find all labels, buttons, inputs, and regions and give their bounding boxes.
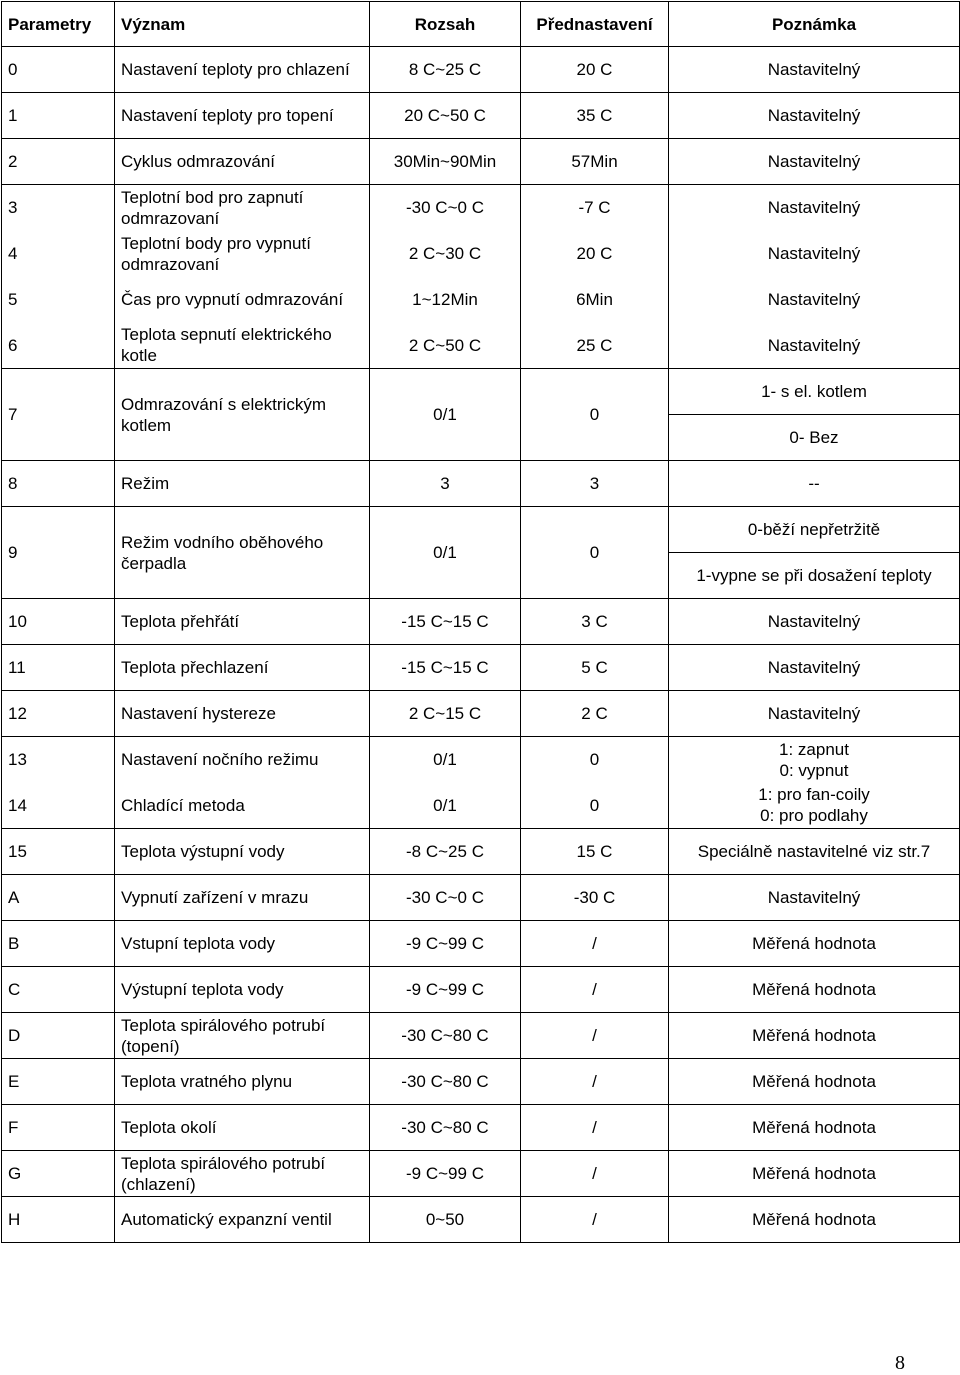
param-cell: E: [2, 1059, 115, 1105]
note-line: 1: zapnut: [779, 739, 849, 759]
param-cell: 10: [2, 599, 115, 645]
meaning-cell: Teplota spirálového potrubí (chlazení): [115, 1151, 370, 1197]
meaning-cell: Cyklus odmrazování: [115, 139, 370, 185]
meaning-cell: Chladící metoda: [115, 783, 370, 829]
meaning-cell: Teplota okolí: [115, 1105, 370, 1151]
table-row: [2, 507, 960, 553]
meaning-cell: Teplota přechlazení: [115, 645, 370, 691]
range-cell: -15 C~15 C: [370, 599, 521, 645]
param-cell: C: [2, 967, 115, 1013]
meaning-cell: Odmrazování s elektrickým kotlem: [115, 369, 370, 461]
range-cell: -30 C~80 C: [370, 1059, 521, 1105]
param-cell: 12: [2, 691, 115, 737]
default-cell: /: [521, 1013, 669, 1059]
table-row: [2, 277, 960, 323]
header-prednastaveni: Přednastavení: [521, 2, 669, 47]
parameters-table: [1, 1, 960, 1243]
range-cell: 0/1: [370, 783, 521, 829]
range-cell: 0~50: [370, 1197, 521, 1243]
header-parametry: Parametry: [2, 2, 115, 47]
note-cell: [669, 737, 960, 783]
table-row: [2, 1151, 960, 1197]
note-line: 0: pro podlahy: [760, 806, 868, 826]
default-cell: 3: [521, 461, 669, 507]
note-cell: Měřená hodnota: [669, 1151, 960, 1197]
default-cell: 5 C: [521, 645, 669, 691]
default-cell: 0: [521, 369, 669, 461]
range-cell: -9 C~99 C: [370, 1151, 521, 1197]
range-cell: -30 C~0 C: [370, 875, 521, 921]
meaning-cell: Teplota přehřátí: [115, 599, 370, 645]
note-cell: Měřená hodnota: [669, 921, 960, 967]
param-cell: H: [2, 1197, 115, 1243]
param-cell: 6: [2, 323, 115, 369]
default-cell: /: [521, 921, 669, 967]
range-cell: -15 C~15 C: [370, 645, 521, 691]
range-cell: 20 C~50 C: [370, 93, 521, 139]
note-cell: Nastavitelný: [669, 231, 960, 277]
page-number: 8: [895, 1352, 905, 1374]
note-cell: Nastavitelný: [669, 277, 960, 323]
table-row: [2, 1059, 960, 1105]
default-cell: /: [521, 967, 669, 1013]
meaning-cell: Nastavení hystereze: [115, 691, 370, 737]
param-cell: 2: [2, 139, 115, 185]
default-cell: 2 C: [521, 691, 669, 737]
default-cell: 20 C: [521, 231, 669, 277]
meaning-cell: Nastavení nočního režimu: [115, 737, 370, 783]
note-cell: Nastavitelný: [669, 93, 960, 139]
range-cell: -30 C~80 C: [370, 1105, 521, 1151]
meaning-cell: Teplotní bod pro zapnutí odmrazovaní: [115, 185, 370, 231]
note-cell: Nastavitelný: [669, 139, 960, 185]
param-cell: 1: [2, 93, 115, 139]
range-cell: 2 C~50 C: [370, 323, 521, 369]
header-poznamka: Poznámka: [669, 2, 960, 47]
table-row: [2, 461, 960, 507]
table-row: [2, 185, 960, 231]
param-cell: 8: [2, 461, 115, 507]
note-cell: Nastavitelný: [669, 185, 960, 231]
default-cell: /: [521, 1197, 669, 1243]
param-cell: G: [2, 1151, 115, 1197]
table-row: [2, 93, 960, 139]
note-cell: Měřená hodnota: [669, 1013, 960, 1059]
default-cell: 0: [521, 783, 669, 829]
note-cell: Měřená hodnota: [669, 967, 960, 1013]
range-cell: 0/1: [370, 369, 521, 461]
range-cell: -8 C~25 C: [370, 829, 521, 875]
table-row: [2, 323, 960, 369]
meaning-cell: Teplota vratného plynu: [115, 1059, 370, 1105]
meaning-cell: Teplota spirálového potrubí (topení): [115, 1013, 370, 1059]
table-row: [2, 231, 960, 277]
range-cell: 30Min~90Min: [370, 139, 521, 185]
header-rozsah: Rozsah: [370, 2, 521, 47]
param-cell: 3: [2, 185, 115, 231]
meaning-cell: Nastavení teploty pro topení: [115, 93, 370, 139]
note-cell: Měřená hodnota: [669, 1059, 960, 1105]
range-cell: -9 C~99 C: [370, 921, 521, 967]
meaning-cell: Teplota sepnutí elektrického kotle: [115, 323, 370, 369]
param-cell: 7: [2, 369, 115, 461]
note-cell: Nastavitelný: [669, 645, 960, 691]
default-cell: 15 C: [521, 829, 669, 875]
table-row: [2, 1013, 960, 1059]
meaning-cell: Nastavení teploty pro chlazení: [115, 47, 370, 93]
meaning-cell: Automatický expanzní ventil: [115, 1197, 370, 1243]
table-row: [2, 967, 960, 1013]
note-cell: 0-běží nepřetržitě: [669, 507, 960, 553]
note-cell: Měřená hodnota: [669, 1197, 960, 1243]
meaning-cell: Režim vodního oběhového čerpadla: [115, 507, 370, 599]
table-row: [2, 369, 960, 415]
default-cell: -30 C: [521, 875, 669, 921]
table-row: [2, 875, 960, 921]
range-cell: 0/1: [370, 737, 521, 783]
table-row: [2, 47, 960, 93]
note-cell: Nastavitelný: [669, 323, 960, 369]
meaning-cell: Režim: [115, 461, 370, 507]
default-cell: -7 C: [521, 185, 669, 231]
default-cell: 35 C: [521, 93, 669, 139]
default-cell: 0: [521, 737, 669, 783]
default-cell: 0: [521, 507, 669, 599]
param-cell: D: [2, 1013, 115, 1059]
param-cell: A: [2, 875, 115, 921]
table-row: [2, 139, 960, 185]
default-cell: /: [521, 1151, 669, 1197]
param-cell: 13: [2, 737, 115, 783]
note-cell: Nastavitelný: [669, 599, 960, 645]
range-cell: 2 C~30 C: [370, 231, 521, 277]
note-cell: 1- s el. kotlem: [669, 369, 960, 415]
range-cell: -30 C~80 C: [370, 1013, 521, 1059]
default-cell: 20 C: [521, 47, 669, 93]
meaning-cell: Teplota výstupní vody: [115, 829, 370, 875]
table-header-row: [2, 2, 960, 47]
default-cell: 25 C: [521, 323, 669, 369]
range-cell: 8 C~25 C: [370, 47, 521, 93]
meaning-cell: Čas pro vypnutí odmrazování: [115, 277, 370, 323]
param-cell: 14: [2, 783, 115, 829]
param-cell: 4: [2, 231, 115, 277]
table-row: [2, 1197, 960, 1243]
note-cell: Měřená hodnota: [669, 1105, 960, 1151]
range-cell: 0/1: [370, 507, 521, 599]
default-cell: 3 C: [521, 599, 669, 645]
param-cell: 9: [2, 507, 115, 599]
param-cell: B: [2, 921, 115, 967]
note-cell: --: [669, 461, 960, 507]
table-row: [2, 599, 960, 645]
default-cell: 6Min: [521, 277, 669, 323]
param-cell: 15: [2, 829, 115, 875]
note-cell: Nastavitelný: [669, 691, 960, 737]
note-line: 0: vypnut: [779, 760, 849, 780]
range-cell: -9 C~99 C: [370, 967, 521, 1013]
table-row: [2, 645, 960, 691]
meaning-cell: Vypnutí zařízení v mrazu: [115, 875, 370, 921]
default-cell: 57Min: [521, 139, 669, 185]
note-cell: [669, 783, 960, 829]
default-cell: /: [521, 1105, 669, 1151]
range-cell: 3: [370, 461, 521, 507]
table-row: [2, 737, 960, 783]
note-line: 1: pro fan-coily: [758, 785, 870, 805]
note-cell: Speciálně nastavitelné viz str.7: [669, 829, 960, 875]
range-cell: -30 C~0 C: [370, 185, 521, 231]
param-cell: 11: [2, 645, 115, 691]
param-cell: F: [2, 1105, 115, 1151]
table-row: [2, 1105, 960, 1151]
table-row: [2, 691, 960, 737]
default-cell: /: [521, 1059, 669, 1105]
range-cell: 1~12Min: [370, 277, 521, 323]
param-cell: 5: [2, 277, 115, 323]
table-row: [2, 921, 960, 967]
note-cell: 1-vypne se při dosažení teploty: [669, 553, 960, 599]
note-cell: Nastavitelný: [669, 47, 960, 93]
table-row: [2, 783, 960, 829]
meaning-cell: Teplotní body pro vypnutí odmrazovaní: [115, 231, 370, 277]
meaning-cell: Vstupní teplota vody: [115, 921, 370, 967]
range-cell: 2 C~15 C: [370, 691, 521, 737]
note-cell: 0- Bez: [669, 415, 960, 461]
meaning-cell: Výstupní teplota vody: [115, 967, 370, 1013]
param-cell: 0: [2, 47, 115, 93]
note-cell: Nastavitelný: [669, 875, 960, 921]
header-vyznam: Význam: [115, 2, 370, 47]
table-row: [2, 829, 960, 875]
